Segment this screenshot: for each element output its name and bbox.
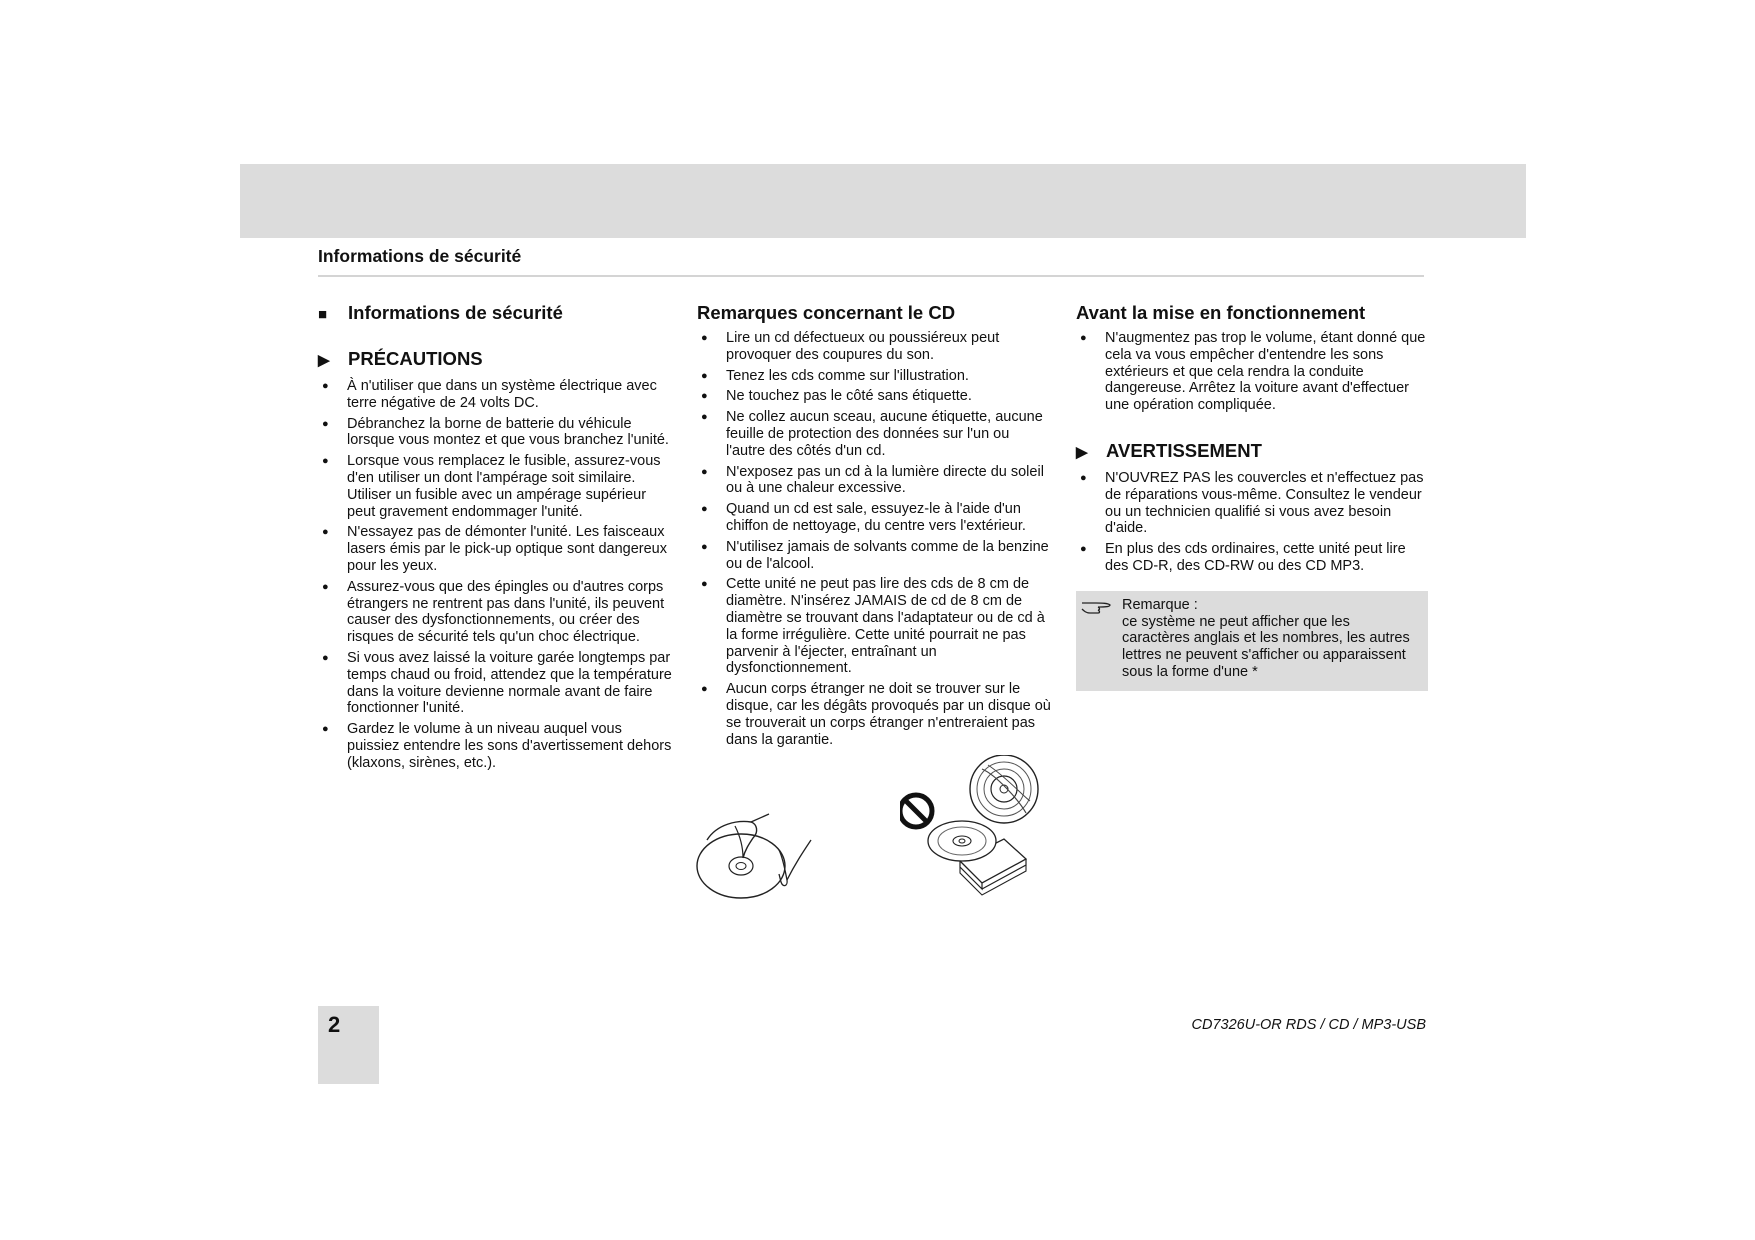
list-item: ● Ne collez aucun sceau, aucune étiquette, aucune feuille de protection des données sur l'un ou l'autre des côtés d'un cd. (701, 409, 1043, 459)
list-item: ● N'essayez pas de démonter l'unité. Les faisceaux lasers émis par le pick-up optique sont dangereux pour les yeux. (322, 524, 667, 574)
square-bullet-icon: ■ (318, 306, 328, 323)
page-header-title: Informations de sécurité (318, 246, 522, 266)
section-title-precautions: ▶ PRÉCAUTIONS (318, 348, 673, 372)
section-title-safety: ■ Informations de sécurité (318, 302, 673, 326)
list-item: ● Ne touchez pas le côté sans étiquette. (701, 388, 972, 405)
column-cd-notes (697, 302, 1052, 752)
bullet-icon: ● (701, 540, 708, 553)
note-text: ce système ne peut afficher que les caractères anglais et les nombres, les autres lettres ne peuvent s'afficher ou apparaissent sous la forme d'une * (1122, 613, 1410, 680)
bullet-icon: ● (322, 580, 329, 593)
list-item: ● Si vous avez laissé la voiture garée longtemps par temps chaud ou froid, attendez que la température dans la voiture devienne normale avant de faire fonctionner l'unité. (322, 649, 672, 717)
stacked-cd-cases-icon (928, 821, 1026, 895)
list-item: ● Cette unité ne peut pas lire des cds de 8 cm de diamètre. N'insérez JAMAIS de cd de 8 cm de diamètre se trouvant dans l'adaptateur ou de cd à la forme irrégulière. Cette unité pourrait ne pas parvenir à l'éjecter, entraînant un dysfonctionnement. (701, 576, 1045, 677)
list-item: ● Tenez les cds comme sur l'illustration. (701, 367, 969, 384)
list-item: ● N'utilisez jamais de solvants comme de la benzine ou de l'alcool. (701, 538, 1049, 572)
list-item: ● N'exposez pas un cd à la lumière directe du soleil ou à une chaleur excessive. (701, 463, 1044, 497)
bullet-icon: ● (1080, 543, 1087, 556)
hand-holding-cd-illustration (695, 800, 815, 902)
bullet-icon: ● (1080, 332, 1087, 344)
footer-model-name: CD7326U-OR RDS / CD / MP3-USB (1191, 1017, 1426, 1033)
bullet-icon: ● (322, 380, 329, 392)
list-item: ● Assurez-vous que des épingles ou d'autres corps étrangers ne rentrent pas dans l'unité, ils peuvent causer des dysfonctionnements, ou créer des risques de sécurité tels qu'un choc électrique. (322, 578, 665, 646)
bullet-icon: ● (701, 465, 708, 478)
bullet-icon: ● (701, 578, 708, 591)
list-item: ● Lire un cd défectueux ou poussiéreux peut provoquer des coupures du son. (701, 330, 1000, 363)
section-title-warning: ▶ AVERTISSEMENT (1076, 440, 1428, 464)
bullet-icon: ● (701, 390, 708, 403)
bullet-icon: ● (701, 683, 708, 696)
bullet-icon: ● (701, 411, 708, 424)
warning-list (1076, 470, 1428, 575)
scratched-cd-icon (970, 755, 1038, 823)
before-operation-list (1076, 330, 1428, 414)
list-item: ● Lorsque vous remplacez le fusible, assurez-vous d'en utiliser un dont l'ampérage soit similaire. Utiliser un fusible avec un ampérage supérieur peut gravement endommager l'unité. (322, 453, 661, 520)
bullet-icon: ● (322, 723, 329, 736)
list-item: ● Aucun corps étranger ne doit se trouver sur le disque, car les dégâts provoqués par un disque où se trouverait un corps étranger n'entreraient pas dans la garantie. (701, 681, 1051, 748)
bullet-icon: ● (701, 332, 708, 344)
no-symbol-icon (900, 795, 932, 827)
bullet-icon: ● (701, 369, 708, 382)
list-item: ● À n'utiliser que dans un système électrique avec terre négative de 24 volts DC. (322, 378, 657, 411)
cd-stack-prohibited-illustration (900, 755, 1050, 905)
cd-notes-list (697, 330, 1052, 748)
note-box (1076, 591, 1428, 691)
list-item: ● Quand un cd est sale, essuyez-le à l'aide d'un chiffon de nettoyage, du centre vers l'extérieur. (701, 501, 1026, 534)
column-precautions (318, 302, 673, 776)
list-item: ● Débranchez la borne de batterie du véhicule lorsque vous montez et que vous branchez l'unité. (322, 415, 669, 449)
bullet-icon: ● (701, 503, 708, 516)
list-item: ● N'OUVREZ PAS les couvercles et n'effectuez pas de réparations vous-même. Consultez le vendeur ou un technicien qualifié si vous avez besoin d'aide. (1080, 469, 1424, 537)
bullet-icon: ● (322, 417, 329, 430)
list-item: ● Gardez le volume à un niveau auquel vous puissiez entendre les sons d'avertissement dehors (klaxons, sirènes, etc.). (322, 721, 672, 771)
bullet-icon: ● (1080, 471, 1087, 484)
header-band (240, 164, 1526, 238)
bullet-icon: ● (322, 455, 329, 468)
triangle-bullet-icon: ▶ (318, 352, 330, 369)
pointing-hand-icon (1080, 597, 1112, 617)
column-before-operation (1076, 302, 1428, 691)
list-item: ● En plus des cds ordinaires, cette unité peut lire des CD-R, des CD-RW ou des CD MP3. (1080, 541, 1406, 574)
header-divider (318, 275, 1424, 277)
page-number-box (318, 1006, 379, 1084)
section-title-before-operation: Avant la mise en fonctionnement (1076, 302, 1366, 323)
bullet-icon: ● (322, 651, 329, 664)
list-item: ● N'augmentez pas trop le volume, étant donné que cela va vous empêcher d'entendre les sons extérieurs et que cela rendra la conduite dangereuse. Arrêtez la voiture avant d'effectuer une opération compliquée. (1080, 330, 1426, 414)
page-number: 2 (328, 1012, 341, 1037)
note-label: Remarque : (1122, 596, 1198, 613)
section-title-cd-notes: Remarques concernant le CD (697, 302, 956, 323)
precautions-list (318, 378, 673, 772)
bullet-icon: ● (322, 526, 329, 539)
triangle-bullet-icon: ▶ (1076, 443, 1088, 461)
